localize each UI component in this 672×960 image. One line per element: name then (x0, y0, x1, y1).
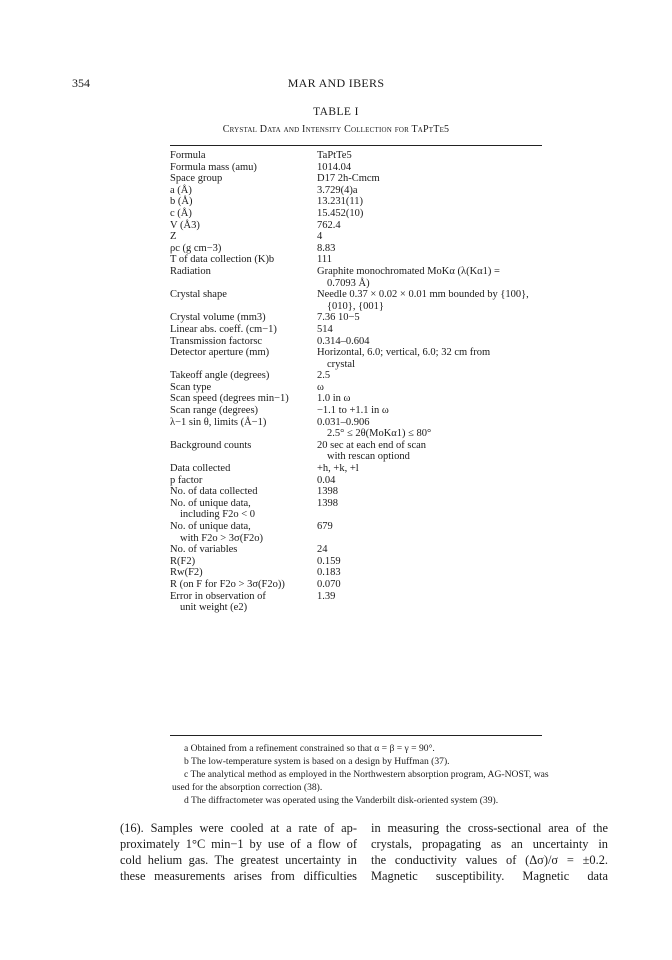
table-row (170, 475, 542, 487)
table-row (170, 266, 542, 278)
row-label: No. of data collected (170, 486, 258, 498)
row-label-continuation (170, 428, 317, 440)
row-value-continuation (317, 509, 542, 521)
body-text (120, 820, 608, 884)
table-row (170, 567, 542, 579)
row-value: 762.4 (317, 219, 341, 231)
row-value-continuation (317, 533, 542, 545)
table-row-continuation (170, 359, 542, 371)
row-label: Data collected (170, 463, 231, 475)
row-value: 679 (317, 521, 333, 532)
table-row-continuation (170, 428, 542, 440)
body-column-left (120, 820, 357, 884)
table-caption: Crystal Data and Intensity Collection for TaPtTe5 (222, 124, 450, 135)
table-row (170, 254, 542, 266)
row-value: ω (317, 381, 324, 393)
table-row (170, 312, 542, 324)
row-label: Background counts (170, 439, 252, 451)
row-label: R(F2) (170, 555, 196, 567)
table-row (170, 243, 542, 255)
table-row-continuation (170, 278, 542, 290)
body-line: (16). Samples were cooled at a rate of ap- (120, 821, 357, 835)
row-label: No. of variables (170, 544, 238, 556)
row-value: 1014.04 (317, 161, 352, 173)
table-row (170, 440, 542, 452)
row-label: Formula mass (amu) (170, 161, 257, 173)
row-label-continuation (170, 359, 317, 371)
row-label: T of data collection (K)b (170, 254, 275, 266)
row-value: 4 (317, 231, 323, 243)
table-row (170, 382, 542, 394)
table-row (170, 521, 542, 533)
row-label: p factor (170, 474, 203, 486)
table-footnotes (172, 742, 552, 807)
footnote: b The low-temperature system is based on a design by Huffman (37). (184, 756, 450, 767)
table-row (170, 544, 542, 556)
row-value: 20 sec at each end of scan (317, 439, 427, 451)
row-value: 111 (317, 254, 332, 266)
table-row (170, 336, 542, 348)
row-value-continuation: with rescan optiond (327, 451, 410, 463)
row-label-continuation: with F2o > 3σ(F2o) (180, 532, 264, 544)
row-value: −1.1 to +1.1 in ω (317, 405, 389, 417)
row-value: 0.031–0.906 (317, 416, 370, 428)
row-label: b (Å) (170, 196, 193, 208)
row-value: Horizontal, 6.0; vertical, 6.0; 32 cm from (317, 347, 491, 359)
table-row (170, 556, 542, 568)
row-label: Scan speed (degrees min−1) (170, 393, 289, 405)
table-row (170, 579, 542, 591)
row-value: 13.231(11) (317, 196, 363, 208)
body-line: cold helium gas. The greatest uncertainty in (120, 853, 357, 867)
body-line: Magnetic susceptibility. Magnetic data (371, 869, 608, 883)
page-number: 354 (72, 76, 90, 90)
row-label: Crystal volume (mm3) (170, 312, 266, 324)
table-row (170, 370, 542, 382)
running-head: MAR AND IBERS (287, 76, 385, 90)
row-value: 3.729(4)a (317, 184, 358, 196)
row-value: 514 (317, 323, 333, 335)
row-label: Detector aperture (mm) (170, 347, 270, 359)
body-line: the conductivity values of (Δσ)/σ = ±0.2. (371, 853, 608, 867)
row-label: Space group (170, 173, 223, 185)
table-row-continuation (170, 602, 542, 614)
table-row (170, 196, 542, 208)
row-value: 0.159 (317, 555, 341, 567)
table-row (170, 173, 542, 185)
table-row-continuation (170, 451, 542, 463)
table-row (170, 324, 542, 336)
row-label: V (Å3) (170, 219, 200, 231)
row-label: Error in observation of (170, 590, 266, 602)
row-label: No. of unique data, (170, 521, 251, 532)
crystal-data-table (170, 150, 542, 614)
table-row-continuation (170, 301, 542, 313)
table-row (170, 150, 542, 162)
body-line: these measurements arises from difficulties (120, 869, 357, 883)
table-row (170, 486, 542, 498)
row-label: Z (170, 231, 177, 243)
row-label: Takeoff angle (degrees) (170, 370, 270, 382)
row-value: 0.183 (317, 567, 341, 579)
row-value-continuation: 2.5° ≤ 2θ(MoKα1) ≤ 80° (327, 428, 432, 440)
footnote: a Obtained from a refinement constrained so that α = β = γ = 90°. (184, 743, 435, 754)
row-label: λ−1 sin θ, limits (Å−1) (170, 416, 267, 428)
row-value: 15.452(10) (317, 207, 364, 219)
row-value: 7.36 10−5 (317, 312, 360, 324)
row-label: ρc (g cm−3) (170, 242, 222, 254)
table-row (170, 405, 542, 417)
row-label: Scan range (degrees) (170, 405, 259, 417)
row-label: c (Å) (170, 207, 192, 219)
table-row (170, 417, 542, 429)
row-value: TaPtTe5 (317, 150, 352, 161)
table-row (170, 231, 542, 243)
row-label-continuation: unit weight (e2) (180, 602, 248, 614)
row-value: 8.83 (317, 242, 336, 254)
body-line: proximately 1°C min−1 by use of a flow of (120, 837, 357, 851)
table-row (170, 463, 542, 475)
table-row (170, 208, 542, 220)
row-value: Needle 0.37 × 0.02 × 0.01 mm bounded by {100}, (317, 289, 529, 301)
table-row (170, 162, 542, 174)
table-row-continuation (170, 509, 542, 521)
row-value: 0.070 (317, 578, 341, 590)
table-row (170, 347, 542, 359)
table-row (170, 289, 542, 301)
row-label: No. of unique data, (170, 497, 251, 509)
table-row-continuation (170, 533, 542, 545)
table-row (170, 220, 542, 232)
row-label-continuation (170, 451, 317, 463)
table-row (170, 393, 542, 405)
row-label-continuation (170, 301, 317, 313)
row-value: 1398 (317, 497, 338, 509)
row-value: 0.314–0.604 (317, 335, 370, 347)
row-value-continuation: crystal (327, 358, 355, 370)
table-top-rule (170, 145, 542, 146)
table-row (170, 185, 542, 197)
row-label: R (on F for F2o > 3σ(F2o)) (170, 578, 285, 590)
row-label: Crystal shape (170, 289, 227, 301)
footnote: d The diffractometer was operated using the Vanderbilt disk-oriented system (39). (184, 795, 499, 806)
page-header (72, 76, 600, 94)
row-value: +h, +k, +l (317, 463, 359, 475)
row-value-continuation: 0.7093 Å) (327, 277, 370, 289)
body-column-right (371, 820, 608, 884)
row-value: 1.0 in ω (317, 393, 351, 405)
row-label: Linear abs. coeff. (cm−1) (170, 323, 277, 335)
row-label: Transmission factorsc (170, 335, 263, 347)
row-label-continuation: including F2o < 0 (180, 509, 256, 521)
table-label: TABLE I (313, 106, 359, 118)
row-value: 0.04 (317, 474, 336, 486)
row-value: 1.39 (317, 590, 336, 602)
footnote: c The analytical method as employed in the Northwestern absorption program, AG-NOST, was used for the absorption correction (38). (172, 769, 549, 793)
row-label: Radiation (170, 265, 211, 277)
row-value: 1398 (317, 486, 338, 498)
row-value-continuation (317, 602, 542, 614)
table-bottom-rule (170, 735, 542, 736)
row-value: 2.5 (317, 370, 331, 382)
row-value: Graphite monochromated MoKα (λ(Kα1) = (317, 265, 500, 277)
row-label: Rw(F2) (170, 567, 203, 579)
row-label: Scan type (170, 381, 212, 393)
row-value: 24 (317, 544, 328, 556)
body-line: crystals, propagating as an uncertainty in (371, 837, 608, 851)
row-label: a (Å) (170, 184, 192, 196)
table-row (170, 591, 542, 603)
row-value: D17 2h-Cmcm (317, 173, 380, 185)
table-row (170, 498, 542, 510)
row-value-continuation: {010}, {001} (327, 300, 384, 312)
body-line: in measuring the cross-sectional area of the (371, 821, 608, 835)
row-label: Formula (170, 150, 206, 161)
row-label-continuation (170, 278, 317, 290)
